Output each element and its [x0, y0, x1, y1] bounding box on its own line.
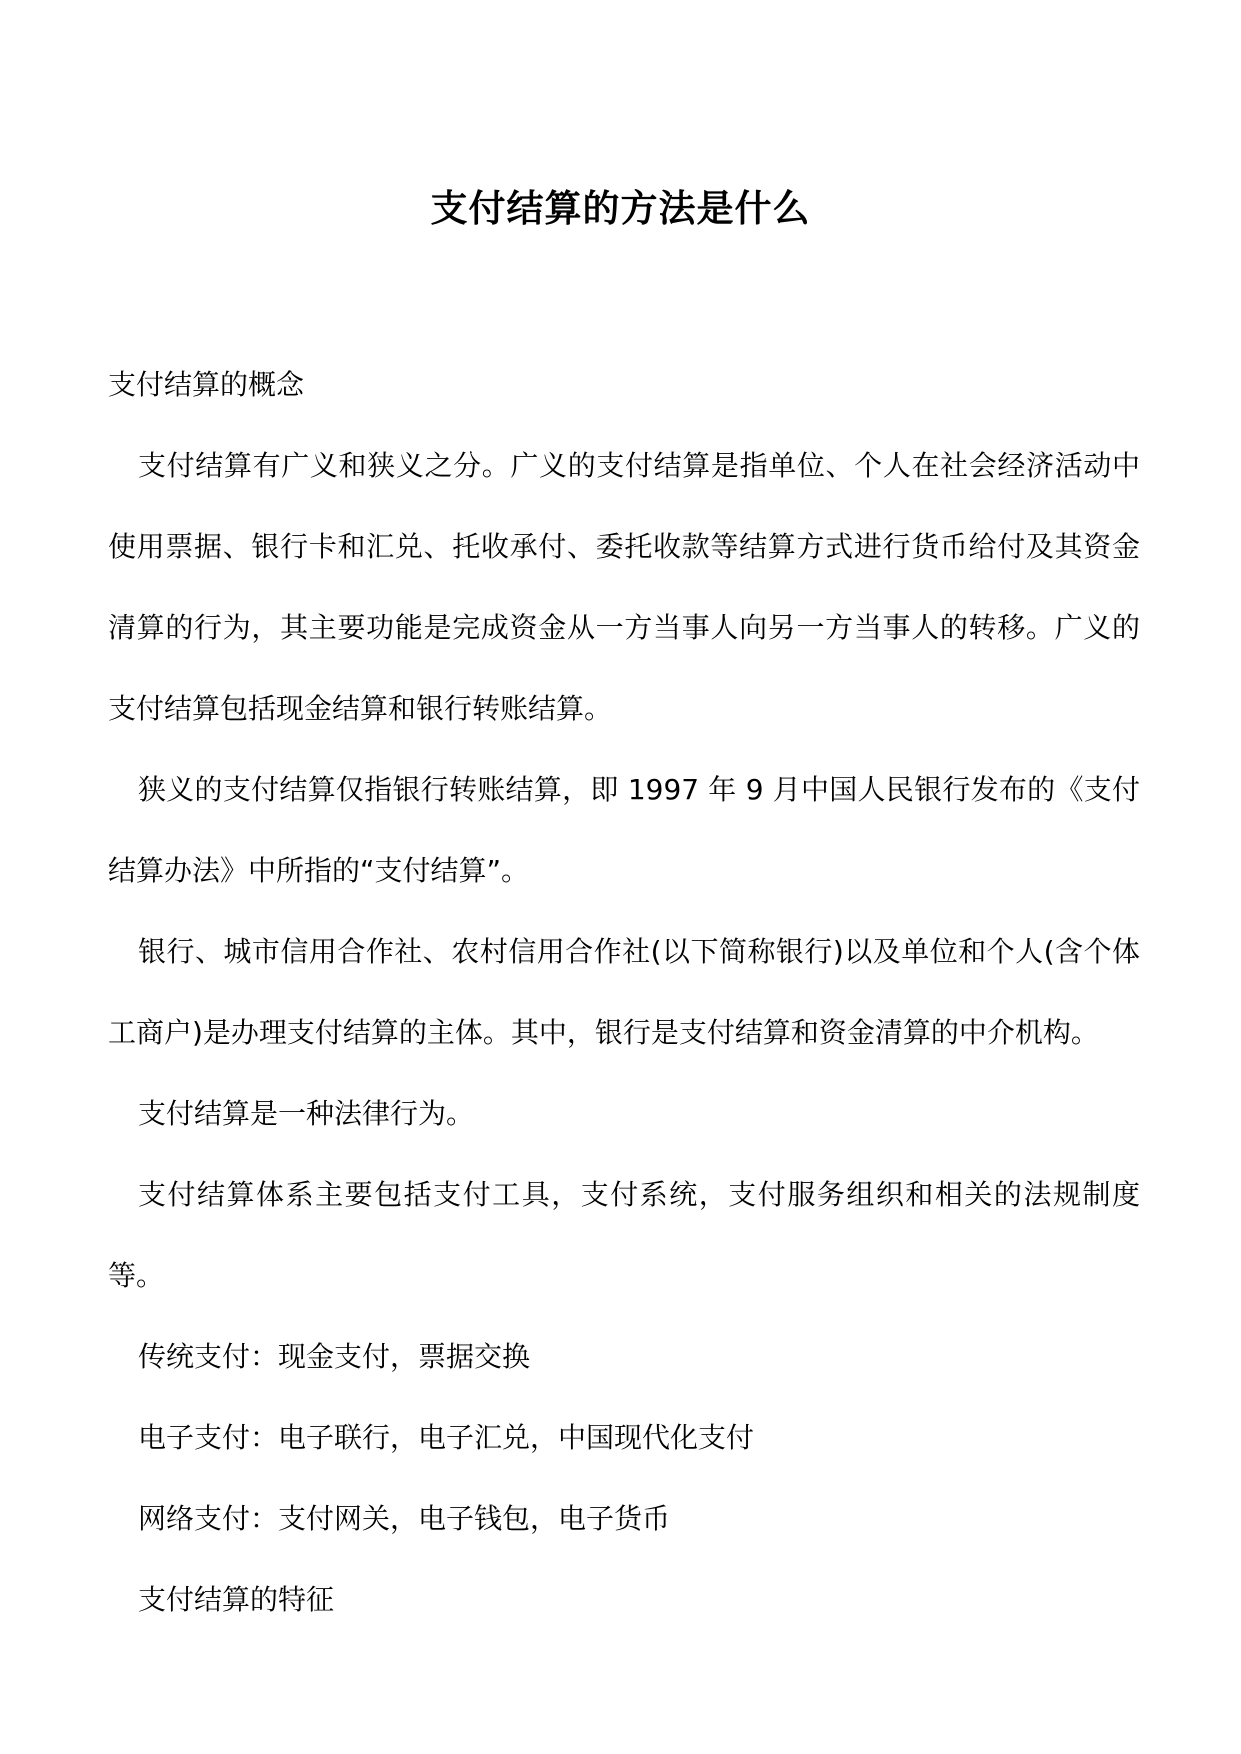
list-item-network-payment: 网络支付：支付网关，电子钱包，电子货币 — [138, 1502, 671, 1535]
paragraph-broad-narrow: 支付结算有广义和狭义之分。广义的支付结算是指单位、个人在社会经济活动中使用票据、银行卡和汇兑、托收承付、委托收款等结算方式进行货币给付及其资金清算的行为，其主要功能是完成资金从一方当事人向另一方当事人的转移。广义的支付结算包括现金结算和银行转账结算。 — [108, 449, 1140, 725]
list-item-traditional-payment: 传统支付：现金支付，票据交换 — [138, 1340, 531, 1373]
paragraph-narrow-definition: 狭义的支付结算仅指银行转账结算，即 1997 年 9 月中国人民银行发布的《支付结算办法》中所指的“支付结算”。 — [108, 773, 1140, 887]
list-item-electronic-payment: 电子支付：电子联行，电子汇兑，中国现代化支付 — [138, 1421, 755, 1454]
paragraph-legal-act: 支付结算是一种法律行为。 — [138, 1097, 475, 1130]
section-heading-concept: 支付结算的概念 — [108, 368, 305, 401]
section-heading-features: 支付结算的特征 — [138, 1583, 335, 1616]
document-body — [108, 344, 1140, 1640]
paragraph-system: 支付结算体系主要包括支付工具，支付系统，支付服务组织和相关的法规制度等。 — [108, 1178, 1140, 1292]
page-title: 支付结算的方法是什么 — [430, 186, 811, 230]
paragraph-subjects: 银行、城市信用合作社、农村信用合作社(以下简称银行)以及单位和个人(含个体工商户)是办理支付结算的主体。其中，银行是支付结算和资金清算的中介机构。 — [108, 935, 1140, 1049]
